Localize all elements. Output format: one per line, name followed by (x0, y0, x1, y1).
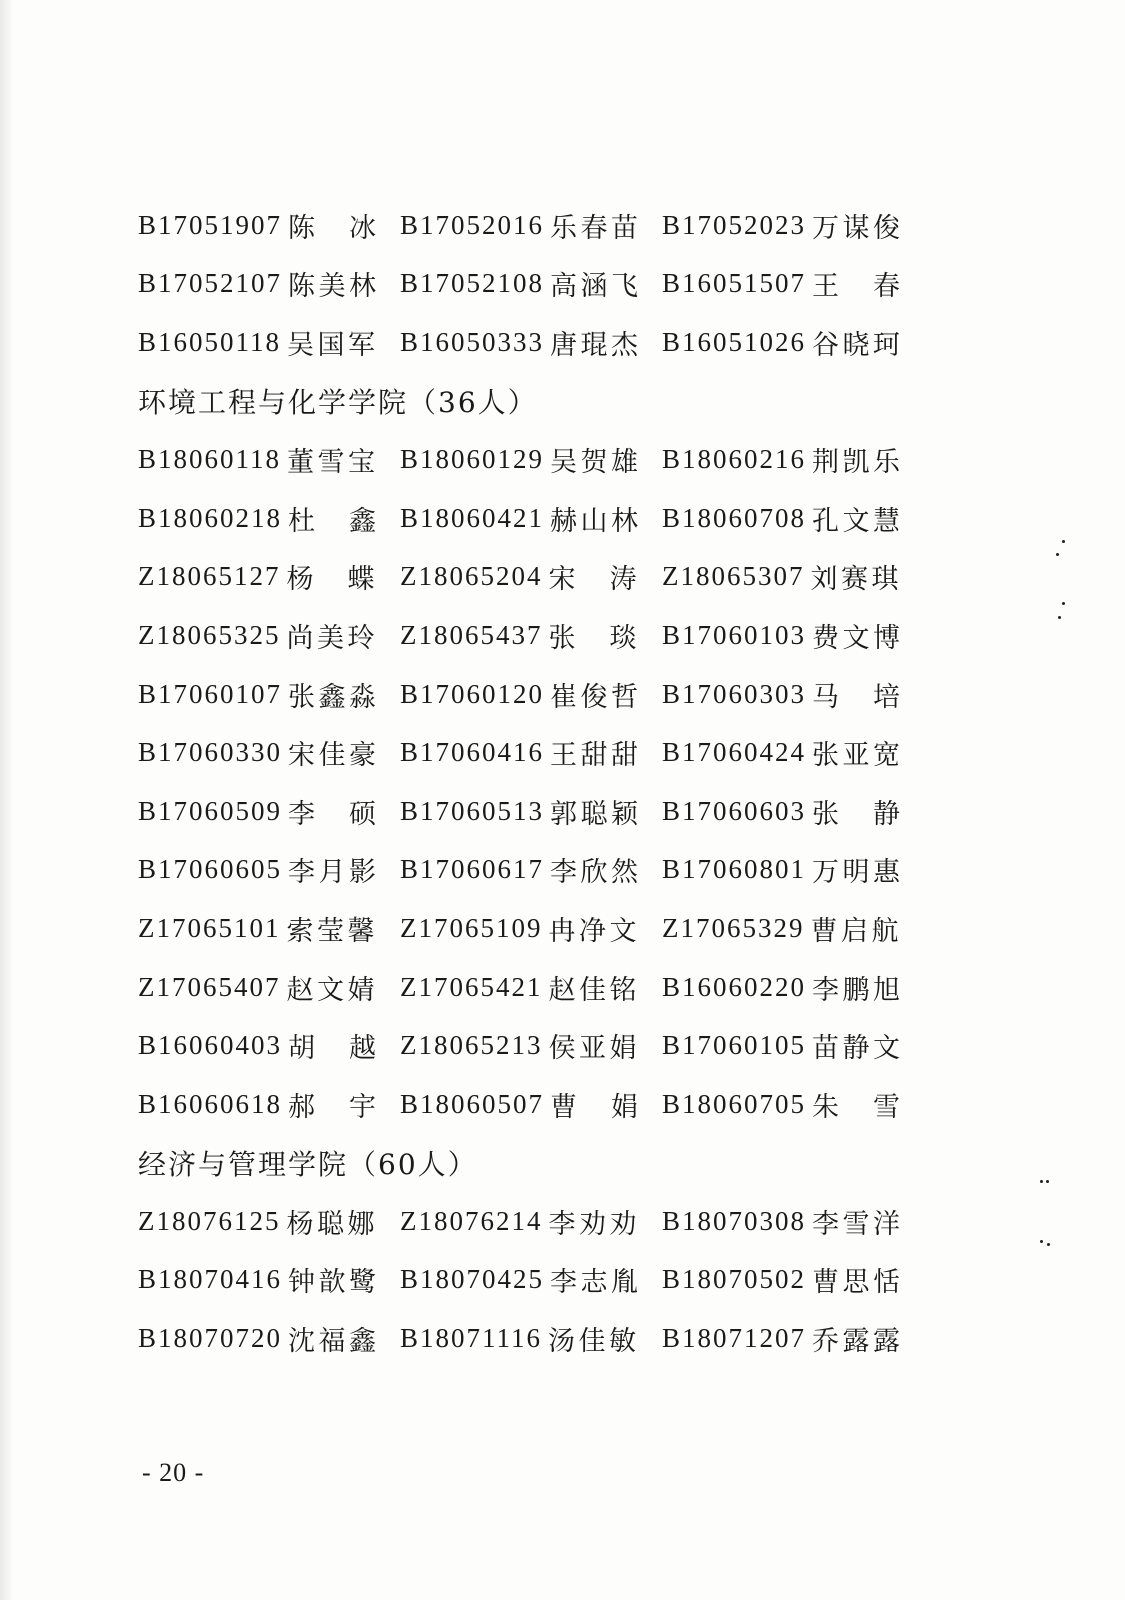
student-name: 乐春苗 (550, 212, 641, 244)
scan-speck (1056, 553, 1059, 556)
student-id: B17060103 (662, 619, 807, 650)
student-entry (662, 1026, 902, 1065)
student-id: B18060705 (662, 1088, 807, 1119)
student-name: 李月影 (288, 857, 379, 889)
student-name: 李志胤 (550, 1267, 641, 1299)
list-row (138, 313, 918, 372)
student-id: B18060129 (400, 444, 545, 475)
student-name: 高涵飞 (550, 271, 641, 303)
student-name: 宋佳豪 (288, 740, 379, 772)
student-entry (400, 557, 662, 596)
student-entry (662, 909, 902, 948)
student-id: Z17065109 (400, 912, 543, 943)
student-entry (400, 206, 662, 245)
section-heading-environment-chemistry: 环境工程与化学学院（36人） (138, 386, 538, 420)
student-entry (138, 733, 400, 772)
student-name: 苗静文 (812, 1033, 902, 1065)
list-row (138, 1251, 918, 1310)
list-row (138, 1075, 918, 1134)
student-id: B16060220 (662, 971, 807, 1002)
scan-speck (1058, 616, 1061, 619)
student-name: 万谋俊 (812, 212, 902, 244)
scan-edge-shadow (0, 0, 14, 1600)
student-name: 索莹馨 (286, 915, 377, 947)
list-row (138, 430, 918, 489)
student-entry (138, 323, 400, 362)
student-id: Z17065407 (138, 971, 281, 1002)
student-entry (400, 850, 662, 889)
student-id: Z18065127 (138, 561, 281, 592)
student-entry (400, 968, 662, 1007)
student-name: 万明惠 (812, 857, 902, 889)
student-id: B18060218 (138, 502, 283, 533)
student-id: Z17065101 (138, 912, 281, 943)
student-name: 王甜甜 (550, 740, 641, 772)
student-name: 钟歆鹭 (288, 1267, 379, 1299)
student-entry (138, 1202, 400, 1241)
student-id: B16050333 (400, 326, 545, 357)
student-id: B17060603 (662, 795, 807, 826)
scan-speck (1062, 602, 1065, 605)
student-entry (138, 616, 400, 655)
student-id: B17060509 (138, 795, 283, 826)
student-name: 张鑫淼 (288, 681, 379, 713)
student-entry (662, 206, 902, 245)
student-name: 赵文婧 (286, 974, 377, 1006)
student-name: 汤佳敏 (548, 1326, 639, 1358)
student-name: 李 硕 (288, 798, 379, 830)
student-id: B17052107 (138, 268, 283, 299)
student-entry (662, 499, 902, 538)
student-name: 李欣然 (550, 857, 641, 889)
student-entry (662, 557, 902, 596)
student-entry (138, 440, 400, 479)
student-name: 马 培 (812, 681, 902, 713)
student-name: 杨 蝶 (286, 564, 377, 596)
list-row (138, 1309, 918, 1368)
list-row (138, 841, 918, 900)
student-entry (138, 909, 400, 948)
list-block-economics-management (138, 1192, 918, 1368)
student-entry (138, 206, 400, 245)
student-name: 乔露露 (812, 1326, 902, 1358)
student-entry (400, 616, 662, 655)
student-name: 刘赛琪 (810, 564, 901, 596)
student-name: 荆凯乐 (812, 447, 902, 479)
student-id: B16050118 (138, 326, 282, 357)
student-id: B16060618 (138, 1088, 283, 1119)
student-id: B16051507 (662, 268, 807, 299)
name-list (138, 196, 918, 1368)
student-name: 曹启航 (810, 915, 901, 947)
student-id: B18060507 (400, 1088, 545, 1119)
student-id: Z17065329 (662, 912, 805, 943)
student-id: B17060424 (662, 737, 807, 768)
student-entry (400, 440, 662, 479)
student-name: 谷晓珂 (812, 329, 902, 361)
student-id: B16051026 (662, 326, 807, 357)
list-row (138, 606, 918, 665)
student-id: B17060330 (138, 737, 283, 768)
student-name: 宋 涛 (548, 564, 639, 596)
student-name: 朱 雪 (812, 1091, 902, 1123)
student-id: B18060118 (138, 444, 282, 475)
student-id: B18070425 (400, 1264, 545, 1295)
student-id: B18070416 (138, 1264, 283, 1295)
list-row (138, 665, 918, 724)
student-name: 杜 鑫 (288, 505, 379, 537)
student-id: B17060416 (400, 737, 545, 768)
scan-speck (1046, 1180, 1049, 1183)
student-name: 胡 越 (288, 1033, 379, 1065)
student-entry (400, 1085, 662, 1124)
student-id: B18060421 (400, 502, 545, 533)
student-id: B17060107 (138, 678, 283, 709)
student-entry (400, 909, 662, 948)
student-entry (138, 499, 400, 538)
student-entry (662, 733, 902, 772)
student-id: B18070308 (662, 1205, 807, 1236)
student-name: 吴贺雄 (550, 447, 641, 479)
student-entry (138, 557, 400, 596)
student-entry (138, 968, 400, 1007)
list-row (138, 723, 918, 782)
student-entry (138, 264, 400, 303)
student-name: 赫山林 (550, 505, 641, 537)
student-entry (662, 323, 902, 362)
student-entry (400, 792, 662, 831)
list-row (138, 255, 918, 314)
scan-speck (1040, 1240, 1043, 1243)
student-id: B18070720 (138, 1323, 283, 1354)
student-id: B18071116 (400, 1323, 543, 1354)
student-name: 唐琨杰 (550, 329, 641, 361)
student-name: 王 春 (812, 271, 902, 303)
student-entry (662, 792, 902, 831)
student-entry (400, 1260, 662, 1299)
student-name: 费文博 (812, 622, 902, 654)
list-row (138, 782, 918, 841)
list-row (138, 548, 918, 607)
student-entry (662, 616, 902, 655)
student-entry (662, 264, 902, 303)
student-id: B17060617 (400, 854, 545, 885)
student-name: 崔俊哲 (550, 681, 641, 713)
list-row (138, 1192, 918, 1251)
student-name: 张 静 (812, 798, 902, 830)
student-entry (662, 1202, 902, 1241)
student-entry (662, 675, 902, 714)
student-entry (138, 1319, 400, 1358)
scan-speck (1062, 540, 1065, 543)
list-row (138, 1016, 918, 1075)
list-block-environment-chemistry (138, 430, 918, 1133)
student-entry (662, 1085, 902, 1124)
student-id: B17060303 (662, 678, 807, 709)
student-id: B17060801 (662, 854, 807, 885)
student-name: 郭聪颖 (550, 798, 641, 830)
student-entry (138, 675, 400, 714)
student-id: B17060120 (400, 678, 545, 709)
student-entry (400, 323, 662, 362)
student-name: 董雪宝 (287, 447, 378, 479)
student-id: B17060513 (400, 795, 545, 826)
student-entry (400, 675, 662, 714)
student-name: 郝 宇 (288, 1091, 379, 1123)
student-entry (400, 733, 662, 772)
page-number: - 20 - (142, 1458, 205, 1487)
student-entry (662, 1319, 902, 1358)
student-id: B18060216 (662, 444, 807, 475)
student-name: 陈 冰 (288, 212, 379, 244)
student-name: 李鹏旭 (812, 974, 902, 1006)
student-name: 吴国军 (287, 329, 378, 361)
student-entry (400, 1319, 662, 1358)
student-name: 冉净文 (548, 915, 639, 947)
student-id: B17060105 (662, 1030, 807, 1061)
student-name: 李雪洋 (812, 1208, 902, 1240)
scan-speck (1047, 1243, 1050, 1246)
student-id: Z18065437 (400, 619, 543, 650)
student-id: Z18065307 (662, 561, 805, 592)
list-row (138, 958, 918, 1017)
student-id: B17052023 (662, 209, 807, 240)
list-row (138, 489, 918, 548)
student-entry (138, 1026, 400, 1065)
student-entry (662, 440, 902, 479)
student-id: B18070502 (662, 1264, 807, 1295)
student-entry (400, 1026, 662, 1065)
student-name: 李劝劝 (548, 1208, 639, 1240)
student-entry (662, 850, 902, 889)
student-id: Z18065213 (400, 1030, 543, 1061)
student-name: 陈美林 (288, 271, 379, 303)
list-row (138, 196, 918, 255)
student-name: 曹 娟 (550, 1091, 641, 1123)
list-block-continued (138, 196, 918, 372)
student-id: B18060708 (662, 502, 807, 533)
student-name: 孔文慧 (812, 505, 902, 537)
student-name: 杨聪娜 (286, 1208, 377, 1240)
student-id: B16060403 (138, 1030, 283, 1061)
section-heading-economics-management: 经济与管理学院（60人） (138, 1147, 478, 1181)
student-id: B17060605 (138, 854, 283, 885)
student-entry (138, 792, 400, 831)
student-id: Z18065325 (138, 619, 281, 650)
student-entry (400, 1202, 662, 1241)
student-name: 张亚宽 (812, 740, 902, 772)
student-name: 张 琰 (548, 622, 639, 654)
student-id: Z18065204 (400, 561, 543, 592)
student-entry (400, 499, 662, 538)
student-name: 赵佳铭 (548, 974, 639, 1006)
student-entry (138, 1085, 400, 1124)
scan-speck (1040, 1180, 1043, 1183)
student-entry (662, 968, 902, 1007)
student-id: B17051907 (138, 209, 283, 240)
student-entry (662, 1260, 902, 1299)
student-entry (138, 850, 400, 889)
student-entry (138, 1260, 400, 1299)
list-row (138, 899, 918, 958)
student-id: B17052016 (400, 209, 545, 240)
student-name: 尚美玲 (286, 622, 377, 654)
student-id: Z18076125 (138, 1205, 281, 1236)
student-entry (400, 264, 662, 303)
student-name: 沈福鑫 (288, 1326, 379, 1358)
student-id: Z18076214 (400, 1205, 543, 1236)
student-id: Z17065421 (400, 971, 543, 1002)
student-id: B17052108 (400, 268, 545, 299)
student-name: 侯亚娟 (548, 1033, 639, 1065)
student-id: B18071207 (662, 1323, 807, 1354)
student-name: 曹思恬 (812, 1267, 902, 1299)
